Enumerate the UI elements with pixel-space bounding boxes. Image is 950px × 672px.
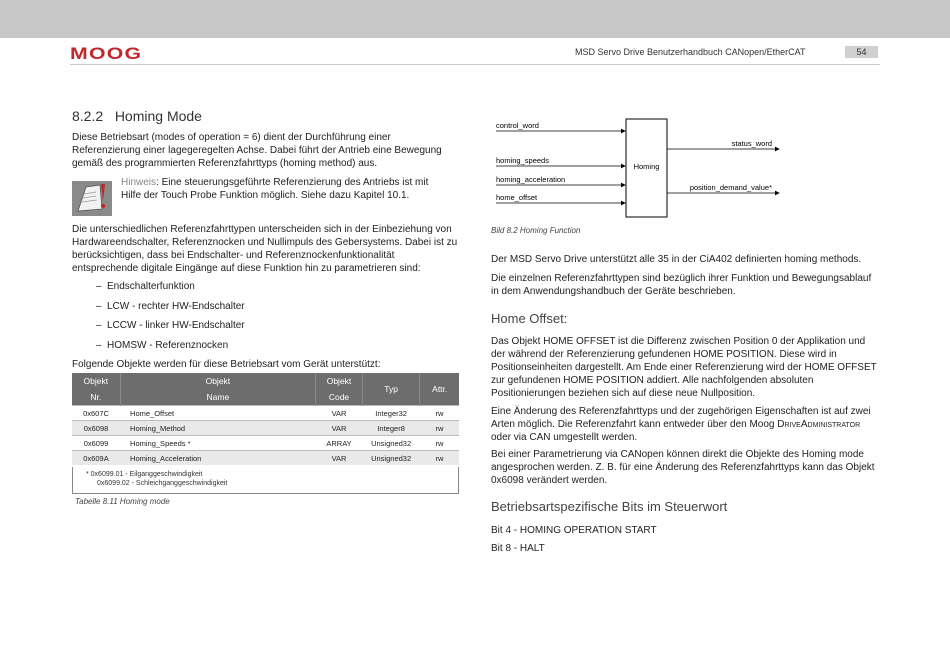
cell-typ: Unsigned32 bbox=[362, 436, 420, 451]
header-attr: Attr. bbox=[420, 373, 459, 406]
input-label: homing_acceleration bbox=[496, 175, 566, 184]
footnote-line: * 0x6099.01 - Eilganggeschwindigkeit bbox=[86, 471, 203, 478]
cell-name: Homing_Acceleration bbox=[120, 451, 316, 466]
method-types-paragraph: Die einzelnen Referenzfahrttypen sind bezüglich ihrer Funktion und Bewegungsablauf in dem Anwendungshandbuch der Geräte beschrieben. bbox=[491, 273, 872, 297]
header-code bbox=[316, 373, 363, 406]
section-title: Homing Mode bbox=[114, 108, 202, 124]
list-item: – LCW - rechter HW-Endschalter bbox=[96, 300, 245, 320]
figure-caption: Bild 8.2 Homing Function bbox=[491, 226, 581, 235]
header-nr-top: Objekt bbox=[83, 376, 109, 386]
note-text bbox=[121, 176, 451, 202]
table-footnote bbox=[72, 467, 459, 494]
output-label: position_demand_value* bbox=[689, 183, 772, 192]
cell-typ: Integer32 bbox=[362, 406, 420, 421]
table-caption: Tabelle 8.11 Homing mode bbox=[75, 497, 170, 506]
note-label: Hinweis bbox=[121, 177, 157, 188]
table-row bbox=[72, 421, 459, 436]
cell-attr: rw bbox=[420, 436, 459, 451]
list-item: – HOMSW - Referenznocken bbox=[96, 339, 245, 359]
document-title: MSD Servo Drive Benutzerhandbuch CANopen/EtherCAT bbox=[575, 47, 806, 57]
control-word-bits-heading: Betriebsartspezifische Bits im Steuerwort bbox=[491, 499, 728, 514]
top-bar bbox=[0, 0, 950, 38]
block-label: Homing bbox=[633, 162, 660, 171]
cell-name: Homing_Method bbox=[120, 421, 316, 436]
homing-function-diagram bbox=[491, 114, 791, 222]
cell-attr: rw bbox=[420, 406, 459, 421]
text-part: oder via CAN umgestellt werden. bbox=[491, 432, 638, 443]
change-method-paragraph bbox=[491, 405, 881, 444]
drive-administrator-name: DriveAdministrator bbox=[777, 419, 861, 430]
input-label: control_word bbox=[496, 121, 539, 130]
header-typ: Typ bbox=[362, 373, 420, 406]
cell-nr: 0x6098 bbox=[72, 421, 120, 436]
moog-logo: MOOG bbox=[70, 44, 143, 63]
home-offset-heading: Home Offset: bbox=[491, 311, 568, 326]
header-nr-bottom: Nr. bbox=[90, 392, 102, 402]
input-label: home_offset bbox=[496, 193, 538, 202]
header-name-bottom: Name bbox=[206, 392, 230, 402]
section-number: 8.2.2 bbox=[72, 108, 104, 124]
canopen-paragraph: Bei einer Parametrierung via CANopen können direkt die Objekte des Homing mode angesprochen werden. Z. B. für eine Änderung des Referenzfahrttyps kann das Objekt 0x6098 verändert werden. bbox=[491, 449, 875, 486]
cell-code: VAR bbox=[316, 451, 363, 466]
cell-typ: Integer8 bbox=[362, 421, 420, 436]
cell-name: Homing_Speeds * bbox=[120, 436, 316, 451]
types-intro: Die unterschiedlichen Referenzfahrttypen unterscheiden sich in der Einbeziehung von Hardwareendschalter, Referenznocken und Nullimpuls des Gebersystems. Dabei ist zu berücksichtigen, dass bei Endschalter- und Referenznockenfunktionalität entsprechende digitale Eingänge auf diese Funktion hin zu parametrieren sind: bbox=[72, 224, 458, 274]
cell-code: VAR bbox=[316, 421, 363, 436]
header-name-top: Objekt bbox=[205, 376, 231, 386]
header-name bbox=[120, 373, 316, 406]
cell-attr: rw bbox=[420, 421, 459, 436]
footnote-line: 0x6099.02 - Schleichganggeschwindigkeit bbox=[97, 480, 228, 487]
homing-types-list bbox=[96, 280, 245, 358]
note-body: : Eine steuerungsgeführte Referenzierung des Antriebs ist mit Hilfe der Touch Probe Funktion möglich. Siehe dazu Kapitel 10.1. bbox=[121, 177, 429, 201]
list-item: – LCCW - linker HW-Endschalter bbox=[96, 319, 245, 339]
section-heading bbox=[72, 108, 202, 124]
header-code-top: Objekt bbox=[326, 376, 352, 386]
home-offset-paragraph: Das Objekt HOME OFFSET ist die Differenz zwischen Position 0 der Applikation und der während der Referenzierung gefundenen HOME POSITION. Diese wird in Positionseinheiten dargestellt. Am Ende einer Referenzierung wird der HOME OFFSET zur gefundenen HOME POSITION addiert. Alle nachfolgenden absoluten Positionierungen beziehen sich auf diese neue Nullposition. bbox=[491, 336, 877, 399]
cell-code: VAR bbox=[316, 406, 363, 421]
objects-intro: Folgende Objekte werden für diese Betriebsart vom Gerät unterstützt: bbox=[72, 359, 381, 370]
bit8-text: Bit 8 - HALT bbox=[491, 543, 545, 554]
cell-attr: rw bbox=[420, 451, 459, 466]
table-row bbox=[72, 451, 459, 466]
bit4-text: Bit 4 - HOMING OPERATION START bbox=[491, 525, 657, 536]
header-code-bottom: Code bbox=[328, 392, 350, 402]
cell-name: Home_Offset bbox=[120, 406, 316, 421]
text-part: Eine Änderung des Referenzfahrttyps und der zugehörigen Eigenschaften ist auf zwei Arten möglich. Die Referenzfahrt kann entweder über den Moog bbox=[491, 406, 871, 430]
intro-paragraph: Diese Betriebsart (modes of operation = 6) dient der Durchführung einer Referenzierung einer lagegeregelten Achse. Dabei führt der Antrieb eine Bewegung gemäß des programmierten Referenzfahrttyps (homing method) aus. bbox=[72, 132, 442, 169]
table-row bbox=[72, 406, 459, 421]
cell-nr: 0x6099 bbox=[72, 436, 120, 451]
note-icon bbox=[72, 181, 112, 216]
output-label: status_word bbox=[731, 139, 772, 148]
cell-nr: 0x609A bbox=[72, 451, 120, 466]
table-row bbox=[72, 436, 459, 451]
list-item: – Endschalterfunktion bbox=[96, 280, 245, 300]
page-number: 54 bbox=[845, 46, 878, 58]
cell-code: ARRAY bbox=[316, 436, 363, 451]
header-divider bbox=[70, 64, 880, 65]
cell-typ: Unsigned32 bbox=[362, 451, 420, 466]
header-nr bbox=[72, 373, 120, 406]
input-label: homing_speeds bbox=[496, 156, 549, 165]
objects-table bbox=[72, 373, 459, 465]
cell-nr: 0x607C bbox=[72, 406, 120, 421]
homing-methods-paragraph: Der MSD Servo Drive unterstützt alle 35 in der CiA402 definierten homing methods. bbox=[491, 254, 862, 265]
